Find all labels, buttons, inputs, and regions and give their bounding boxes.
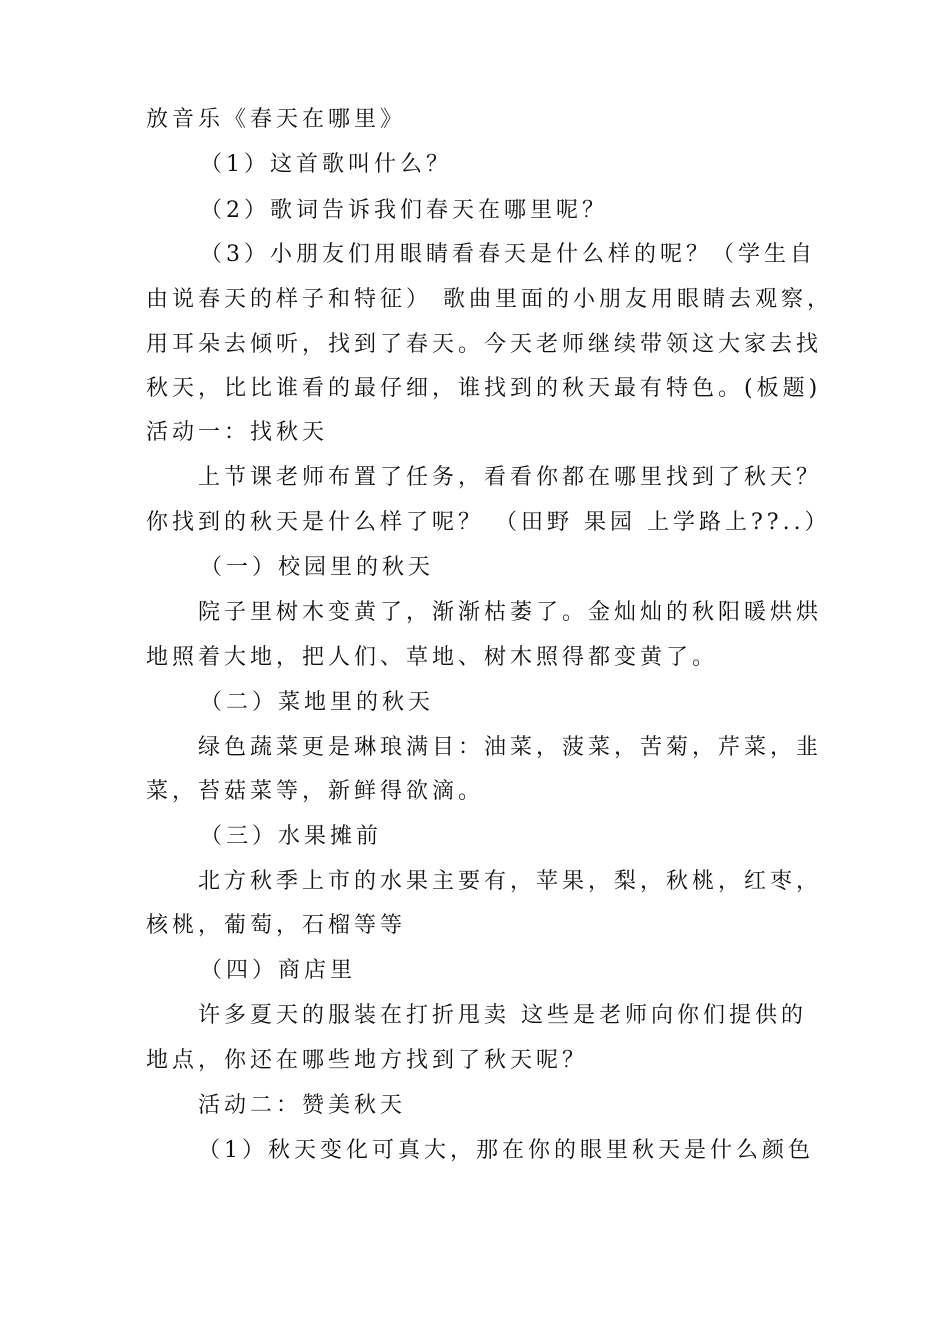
text-line: 你找到的秋天是什么样了呢？ （田野 果园 上学路上??..）	[146, 510, 831, 535]
text-line: 许多夏天的服装在打折甩卖 这些是老师向你们提供的	[198, 1003, 807, 1028]
text-line: （1）秋天变化可真大，那在你的眼里秋天是什么颜色	[198, 1138, 814, 1163]
text-line: （2）歌词告诉我们春天在哪里呢？	[200, 198, 608, 223]
text-line: 用耳朵去倾听，找到了春天。今天老师继续带领这大家去找	[146, 332, 823, 357]
text-line: 菜，苔菇菜等，新鲜得欲滴。	[146, 779, 485, 804]
text-line: 上节课老师布置了任务，看看你都在哪里找到了秋天？	[198, 465, 823, 490]
text-line: （3）小朋友们用眼睛看春天是什么样的呢？（学生自	[200, 242, 816, 267]
text-line: 核桃，葡萄，石榴等等	[146, 913, 407, 938]
text-line: 由说春天的样子和特征） 歌曲里面的小朋友用眼睛去观察，	[146, 287, 833, 312]
text-line: 地点，你还在哪些地方找到了秋天呢？	[146, 1048, 589, 1073]
text-line: 绿色蔬菜更是琳琅满目：油菜，菠菜，苦菊，芹菜，韭	[198, 735, 823, 760]
text-line: 秋天，比比谁看的最仔细，谁找到的秋天最有特色。(板题)	[146, 376, 822, 401]
text-line: 北方秋季上市的水果主要有，苹果，梨，秋桃，红枣，	[198, 869, 823, 894]
section-heading: 活动一：找秋天	[146, 420, 329, 445]
text-line: （1）这首歌叫什么？	[200, 152, 452, 177]
text-line: 放音乐《春天在哪里》	[146, 107, 407, 132]
section-heading: 活动二：赞美秋天	[198, 1093, 407, 1118]
subheading: （三）水果摊前	[200, 824, 383, 849]
text-line: 地照着大地，把人们、草地、树木照得都变黄了。	[146, 645, 719, 670]
subheading: （四）商店里	[200, 958, 357, 983]
subheading: （二）菜地里的秋天	[200, 690, 435, 715]
subheading: （一）校园里的秋天	[200, 555, 435, 580]
text-line: 院子里树木变黄了，渐渐枯萎了。金灿灿的秋阳暖烘烘	[198, 600, 823, 625]
